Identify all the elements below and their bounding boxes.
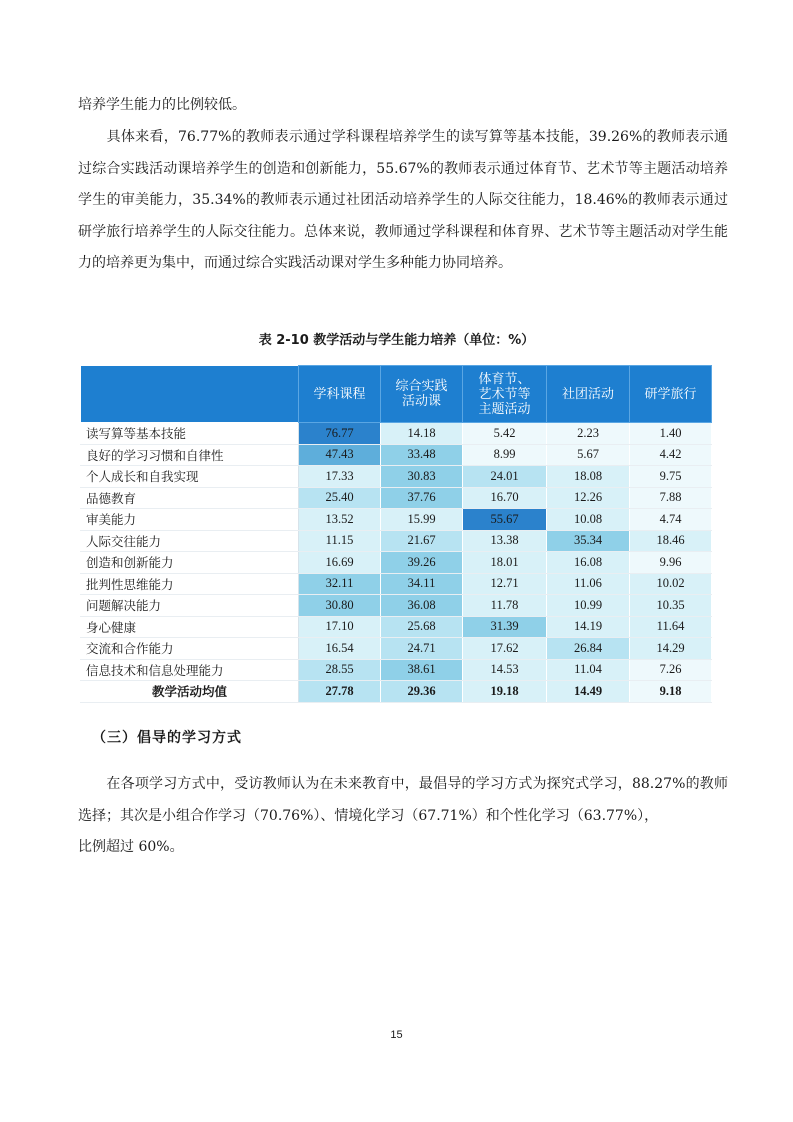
table-cell: 9.18 bbox=[630, 681, 712, 703]
average-row bbox=[81, 681, 712, 703]
table-cell: 9.96 bbox=[630, 552, 712, 574]
table-cell: 18.01 bbox=[463, 552, 547, 574]
table-cell: 38.61 bbox=[381, 659, 463, 681]
table-cell: 36.08 bbox=[381, 595, 463, 617]
table-cell: 13.52 bbox=[299, 509, 381, 531]
paragraph-intro-end: 培养学生能力的比例较低。 bbox=[78, 97, 246, 113]
column-header: 学科课程 bbox=[299, 366, 381, 423]
table-cell: 29.36 bbox=[381, 681, 463, 703]
table-row bbox=[81, 552, 712, 574]
table-cell: 18.46 bbox=[630, 530, 712, 552]
row-label: 教学活动均值 bbox=[81, 681, 299, 703]
table-cell: 14.18 bbox=[381, 423, 463, 445]
table-cell: 16.08 bbox=[547, 552, 630, 574]
table-cell: 18.08 bbox=[547, 466, 630, 488]
table-cell: 5.42 bbox=[463, 423, 547, 445]
row-label: 人际交往能力 bbox=[81, 530, 299, 552]
table-cell: 8.99 bbox=[463, 444, 547, 466]
table-row bbox=[81, 638, 712, 660]
table-cell: 5.67 bbox=[547, 444, 630, 466]
table-row bbox=[81, 509, 712, 531]
ability-table bbox=[80, 365, 712, 703]
table-cell: 17.62 bbox=[463, 638, 547, 660]
table-row bbox=[81, 616, 712, 638]
paragraph-detail: 具体来看，76.77%的教师表示通过学科课程培养学生的读写算等基本技能，39.26%的教师表示通过综合实践活动课培养学生的创造和创新能力，55.67%的教师表示通过体育节、艺术节等主题活动培养学生的审美能力，35.34%的教师表示通过社团活动培养学生的人际交往能力，18.46%的教师表示通过研学旅行培养学生的人际交往能力。总体来说，教师通过学科课程和体育界、艺术节等主题活动对学生能力的培养更为集中，而通过综合实践活动课对学生多种能力协同培养。 bbox=[78, 129, 728, 271]
table-cell: 39.26 bbox=[381, 552, 463, 574]
table-cell: 16.54 bbox=[299, 638, 381, 660]
table-cell: 37.76 bbox=[381, 487, 463, 509]
table-cell: 16.70 bbox=[463, 487, 547, 509]
row-label: 批判性思维能力 bbox=[81, 573, 299, 595]
table-cell: 14.53 bbox=[463, 659, 547, 681]
table-cell: 1.40 bbox=[630, 423, 712, 445]
table-cell: 7.26 bbox=[630, 659, 712, 681]
paragraph-learning-methods: 在各项学习方式中，受访教师认为在未来教育中，最倡导的学习方式为探究式学习，88.27%的教师选择；其次是小组合作学习（70.76%）、情境化学习（67.71%）和个性化学习（63.77%）， 比例超过 60%。 bbox=[78, 776, 728, 855]
table-cell: 76.77 bbox=[299, 423, 381, 445]
table-cell: 4.74 bbox=[630, 509, 712, 531]
table-cell: 11.64 bbox=[630, 616, 712, 638]
table-cell: 10.35 bbox=[630, 595, 712, 617]
table-cell: 4.42 bbox=[630, 444, 712, 466]
table-row bbox=[81, 487, 712, 509]
column-header: 社团活动 bbox=[547, 366, 630, 423]
table-cell: 27.78 bbox=[299, 681, 381, 703]
section-title: （三）倡导的学习方式 bbox=[92, 730, 242, 746]
table-cell: 9.75 bbox=[630, 466, 712, 488]
table-cell: 17.10 bbox=[299, 616, 381, 638]
header-corner bbox=[81, 366, 299, 423]
row-label: 交流和合作能力 bbox=[81, 638, 299, 660]
table-row bbox=[81, 530, 712, 552]
table-cell: 11.78 bbox=[463, 595, 547, 617]
table-cell: 2.23 bbox=[547, 423, 630, 445]
row-label: 读写算等基本技能 bbox=[81, 423, 299, 445]
table-cell: 21.67 bbox=[381, 530, 463, 552]
column-header: 体育节、 艺术节等 主题活动 bbox=[463, 366, 547, 423]
table-cell: 11.15 bbox=[299, 530, 381, 552]
table-row bbox=[81, 573, 712, 595]
table-cell: 17.33 bbox=[299, 466, 381, 488]
table-cell: 32.11 bbox=[299, 573, 381, 595]
table-cell: 11.04 bbox=[547, 659, 630, 681]
table-cell: 33.48 bbox=[381, 444, 463, 466]
column-header: 研学旅行 bbox=[630, 366, 712, 423]
table-cell: 24.71 bbox=[381, 638, 463, 660]
table-cell: 47.43 bbox=[299, 444, 381, 466]
table-cell: 10.99 bbox=[547, 595, 630, 617]
table-cell: 30.83 bbox=[381, 466, 463, 488]
table-row bbox=[81, 659, 712, 681]
page-number: 15 bbox=[390, 1029, 403, 1041]
table-cell: 13.38 bbox=[463, 530, 547, 552]
row-label: 品德教育 bbox=[81, 487, 299, 509]
column-header: 综合实践 活动课 bbox=[381, 366, 463, 423]
table-cell: 12.26 bbox=[547, 487, 630, 509]
table-cell: 34.11 bbox=[381, 573, 463, 595]
row-label: 审美能力 bbox=[81, 509, 299, 531]
table-cell: 25.68 bbox=[381, 616, 463, 638]
table-cell: 10.02 bbox=[630, 573, 712, 595]
table-cell: 55.67 bbox=[463, 509, 547, 531]
table-caption: 表 2-10 教学活动与学生能力培养（单位：%） bbox=[258, 333, 535, 348]
row-label: 个人成长和自我实现 bbox=[81, 466, 299, 488]
table-cell: 26.84 bbox=[547, 638, 630, 660]
row-label: 良好的学习习惯和自律性 bbox=[81, 444, 299, 466]
table-cell: 24.01 bbox=[463, 466, 547, 488]
table-cell: 28.55 bbox=[299, 659, 381, 681]
table-cell: 10.08 bbox=[547, 509, 630, 531]
table-cell: 30.80 bbox=[299, 595, 381, 617]
table-cell: 11.06 bbox=[547, 573, 630, 595]
table-header-row bbox=[81, 366, 712, 423]
table-cell: 35.34 bbox=[547, 530, 630, 552]
row-label: 身心健康 bbox=[81, 616, 299, 638]
table-cell: 15.99 bbox=[381, 509, 463, 531]
table-cell: 14.49 bbox=[547, 681, 630, 703]
table-cell: 14.29 bbox=[630, 638, 712, 660]
table-row bbox=[81, 423, 712, 445]
table-cell: 31.39 bbox=[463, 616, 547, 638]
table-cell: 12.71 bbox=[463, 573, 547, 595]
row-label: 问题解决能力 bbox=[81, 595, 299, 617]
table-body bbox=[81, 423, 712, 703]
table-row bbox=[81, 466, 712, 488]
table-cell: 14.19 bbox=[547, 616, 630, 638]
table-cell: 19.18 bbox=[463, 681, 547, 703]
table-row bbox=[81, 595, 712, 617]
table-cell: 25.40 bbox=[299, 487, 381, 509]
table-row bbox=[81, 444, 712, 466]
table-cell: 16.69 bbox=[299, 552, 381, 574]
row-label: 信息技术和信息处理能力 bbox=[81, 659, 299, 681]
row-label: 创造和创新能力 bbox=[81, 552, 299, 574]
table-cell: 7.88 bbox=[630, 487, 712, 509]
